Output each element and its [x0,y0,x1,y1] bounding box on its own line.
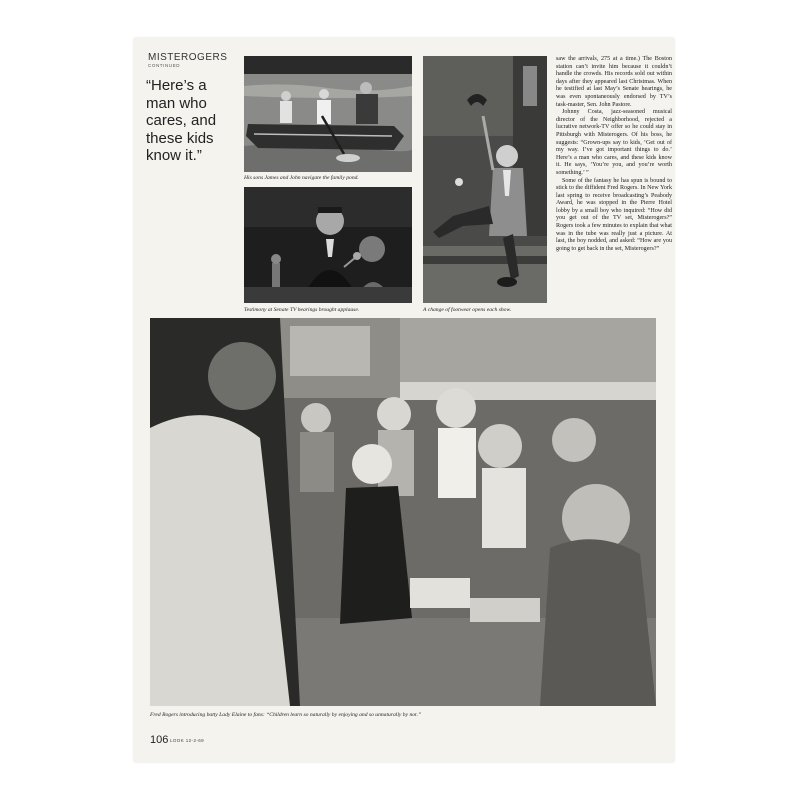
article-paragraph: saw the arrivals, 275 at a time.) The Boston station can’t invite him because it couldn’t handle the crowds. His records sold out within days after they appeared last Christmas. When he testified at last May’s Senate hearings, he was even spontaneously endorsed by TV’s task-master, Sen. John Pastore. [556,56,672,108]
senate-caption: Testimony at Senate TV hearings brought applause. [244,307,360,313]
page-number: 106 [150,734,169,746]
issue-line: LOOK 12-2-69 [170,738,205,743]
article-body [556,56,672,253]
shoe-caption: A change of footwear opens each show. [423,307,512,313]
kids-caption: Fred Rogers introducing batty Lady Elaine to fans: “Children learn so naturally by enjoying and so unnaturally by not.” [150,712,422,718]
kids-photo [150,318,656,706]
article-paragraph: Some of the fantasy he has spun is bound to stick to the diffident Fred Rogers. In New York last spring to receive broadcasting’s Peabody Award, he was stopped in the Pierre Hotel lobby by a small boy who inquired: “How did you get out of the TV set, Misterogers?” Rogers took a few minutes to explain that what was in the tube was really just a picture. At last, the boy nodded, and asked: “How are you going to get back in the set, Misterogers?” [556,177,672,252]
article-paragraph: Johnny Costa, jazz-seasoned musical director of the Neighborhood, rejected a lucrative network-TV offer so he could stay in Pittsburgh with Misterogers. Of his boss, he suggests: “Grown-ups say to kids, ‘Get out of my way. I’ve got important things to do.’ Here’s a man who cares, and these kids know it. He says, ‘You’re you, and you’re worth something.’ ” [556,109,672,176]
pull-quote: “Here’s a man who cares, and these kids know it.” [146,77,217,164]
pond-caption: His sons James and John navigate the family pond. [244,175,359,181]
section-kicker-sub: CONTINUED [148,63,181,68]
pond-photo [244,56,412,172]
shoe-photo [423,56,547,303]
section-kicker: MISTEROGERS [148,52,228,63]
senate-photo [244,187,412,303]
